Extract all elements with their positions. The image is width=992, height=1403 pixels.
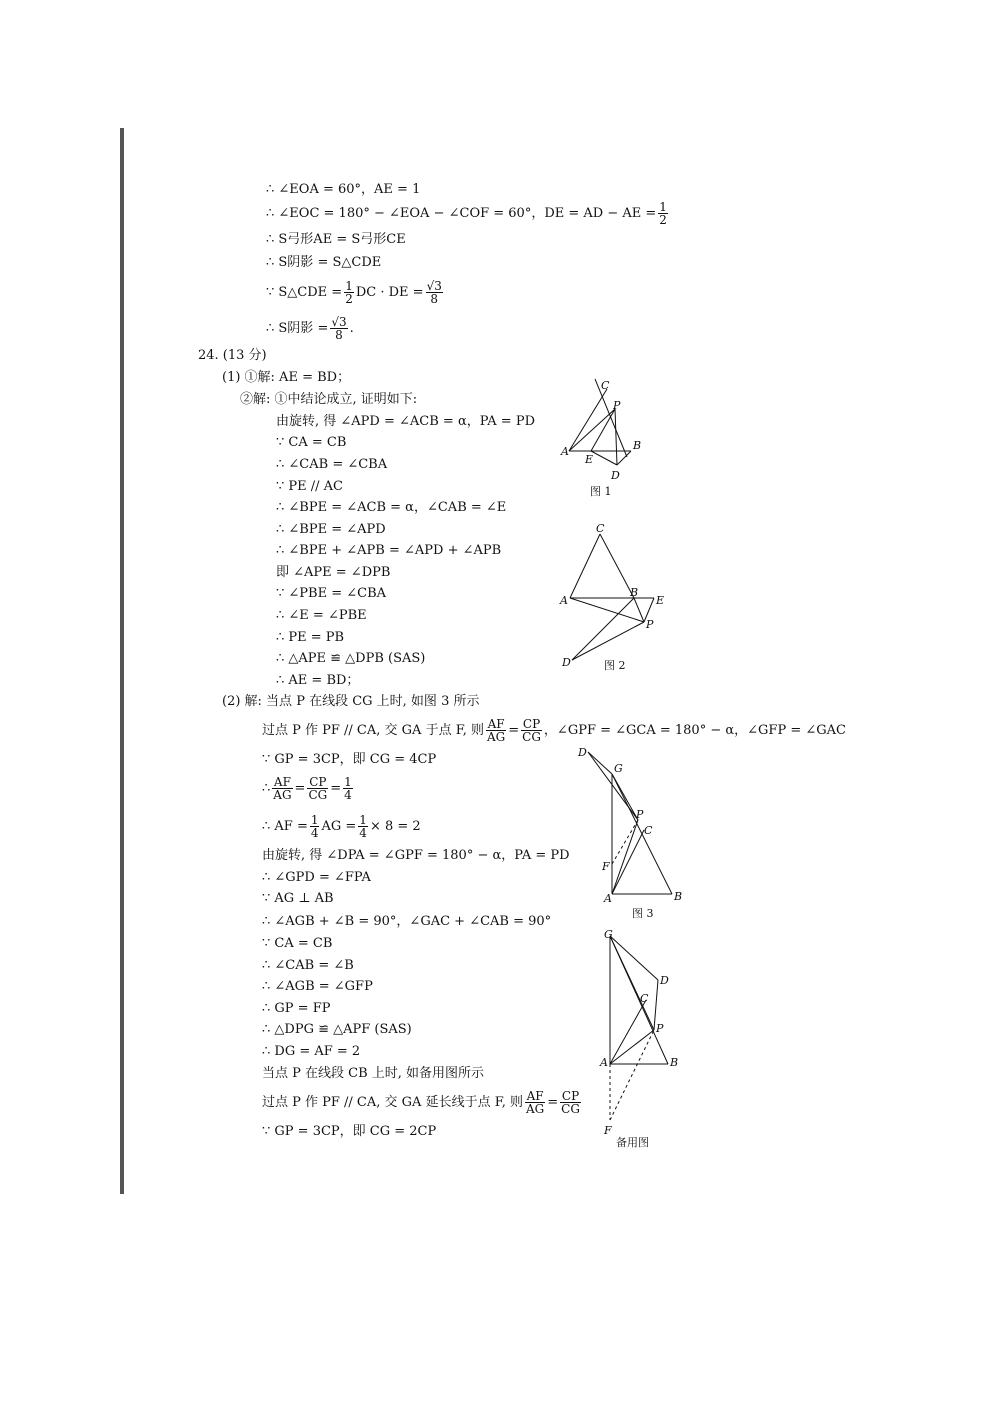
proof-line: ∴ PE = PB bbox=[276, 630, 345, 645]
fig3-label-p: P bbox=[636, 808, 644, 821]
figure-1 bbox=[555, 375, 665, 489]
fig1-label-p: P bbox=[613, 399, 621, 412]
proof-line: ∴ ∠CAB = ∠CBA bbox=[276, 457, 388, 472]
part2-line: ∵ AG ⊥ AB bbox=[262, 891, 334, 906]
proof-line: ∵ ∠PBE = ∠CBA bbox=[276, 586, 387, 601]
fig4-label-d: D bbox=[660, 974, 669, 987]
figure-3 bbox=[572, 742, 692, 910]
fig2-label-b: B bbox=[630, 586, 639, 599]
fig4-label-f: F bbox=[604, 1124, 612, 1137]
figure-2-caption: 图 2 bbox=[604, 659, 626, 672]
fig4-label-a: A bbox=[600, 1056, 608, 1069]
part2-line: ∴ ∠AGB = ∠GFP bbox=[262, 979, 373, 994]
figure-3-caption: 图 3 bbox=[632, 907, 654, 920]
figure-1-caption: 图 1 bbox=[590, 485, 612, 498]
part2-construction-2: 过点 P 作 PF // CA, 交 GA 延长线于点 F, 则 $\frac{AF}{AG}$ = $\frac{CP}{CG}$ bbox=[262, 1089, 580, 1116]
fig4-label-p: P bbox=[656, 1022, 664, 1035]
part2-line: ∴ ∠CAB = ∠B bbox=[262, 958, 354, 973]
fig2-label-p: P bbox=[646, 618, 654, 631]
fig1-label-e: E bbox=[585, 453, 594, 466]
proof-line: ∴ ∠BPE = ∠ACB = α，∠CAB = ∠E bbox=[276, 500, 507, 515]
line-eoc: ∴ ∠EOC = 180° − ∠EOA − ∠COF = 60°，DE = AD − AE = $\frac{1}{2}$ bbox=[266, 200, 667, 227]
fig1-label-a: A bbox=[561, 445, 569, 458]
proof-line: ∴ AE = BD； bbox=[276, 673, 360, 688]
proof-line: ∵ PE // AC bbox=[276, 479, 343, 494]
proof-line: ∴ ∠E = ∠PBE bbox=[276, 608, 367, 623]
proof-line: ∴ △APE ≌ △DPB (SAS) bbox=[276, 651, 426, 666]
fig3-label-c: C bbox=[644, 824, 653, 837]
fig2-label-d: D bbox=[562, 656, 571, 669]
fig1-label-c: C bbox=[601, 379, 610, 392]
fig3-label-g: G bbox=[614, 762, 623, 775]
part2-heading: (2) 解: 当点 P 在线段 CG 上时, 如图 3 所示 bbox=[222, 694, 480, 709]
part2-line: ∴ ∠AGB + ∠B = 90°，∠GAC + ∠CAB = 90° bbox=[262, 914, 552, 929]
fig4-label-c: C bbox=[640, 992, 649, 1005]
figure-2 bbox=[558, 522, 668, 676]
proof-line: ∴ ∠BPE = ∠APD bbox=[276, 522, 386, 537]
proof-line: 由旋转, 得 ∠APD = ∠ACB = α，PA = PD bbox=[276, 414, 535, 429]
part2-ratio: ∴ $\frac{AF}{AG}$ = $\frac{CP}{CG}$ = $\frac{1}{4}$ bbox=[262, 775, 352, 802]
question-24-heading: 24. (13 分) bbox=[198, 348, 267, 363]
part1-answer: (1) ①解: AE = BD； bbox=[222, 370, 351, 385]
fig1-label-b: B bbox=[633, 439, 642, 452]
fig2-label-c: C bbox=[596, 522, 605, 535]
part2-line: ∴ GP = FP bbox=[262, 1001, 331, 1016]
proof-line: 即 ∠APE = ∠DPB bbox=[276, 565, 391, 580]
fig1-label-d: D bbox=[611, 469, 620, 482]
fig2-label-a: A bbox=[560, 594, 568, 607]
fig4-label-b: B bbox=[670, 1056, 679, 1069]
proof-line: ∴ ∠BPE + ∠APB = ∠APD + ∠APB bbox=[276, 543, 502, 558]
part2-af-value: ∴ AF = $\frac{1}{4}$ AG = $\frac{1}{4}$ × 8 = 2 bbox=[262, 813, 421, 840]
part2-construction: 过点 P 作 PF // CA, 交 GA 于点 F, 则 $\frac{AF}{AG}$ = $\frac{CP}{CG}$ ，∠GPF = ∠GCA = 180° − α，∠GFP = ∠GAC bbox=[262, 717, 846, 744]
part1-proof-intro: ②解: ①中结论成立, 证明如下: bbox=[240, 392, 418, 407]
proof-line: ∵ CA = CB bbox=[276, 435, 347, 450]
part2-line: ∵ CA = CB bbox=[262, 936, 333, 951]
line-eoa: ∴ ∠EOA = 60°，AE = 1 bbox=[266, 182, 421, 197]
part2-line: ∵ GP = 3CP，即 CG = 4CP bbox=[262, 752, 437, 767]
part2-line: ∵ GP = 3CP，即 CG = 2CP bbox=[262, 1124, 437, 1139]
part2-line: ∴ DG = AF = 2 bbox=[262, 1044, 361, 1059]
fig3-label-d: D bbox=[578, 746, 587, 759]
fig4-label-g: G bbox=[604, 928, 613, 941]
line-area-cde: ∵ S△CDE = $\frac{1}{2}$ DC · DE = $\frac{√3}{8}$ bbox=[266, 279, 442, 306]
fig2-label-e: E bbox=[656, 594, 665, 607]
fig3-label-f: F bbox=[602, 860, 610, 873]
part2-line: ∴ ∠GPD = ∠FPA bbox=[262, 870, 371, 885]
fig3-label-a: A bbox=[604, 892, 612, 905]
part2-line: 由旋转, 得 ∠DPA = ∠GPF = 180° − α，PA = PD bbox=[262, 848, 570, 863]
line-segment-area: ∴ S弓形AE = S弓形CE bbox=[266, 232, 406, 247]
line-shaded-eq: ∴ S阴影 = S△CDE bbox=[266, 255, 382, 270]
figure-backup-caption: 备用图 bbox=[616, 1136, 649, 1149]
part2-line: 当点 P 在线段 CB 上时, 如备用图所示 bbox=[262, 1066, 485, 1081]
line-shaded-result: ∴ S阴影 = $\frac{√3}{8}$ . bbox=[266, 315, 354, 342]
fig3-label-b: B bbox=[674, 890, 683, 903]
figure-backup bbox=[592, 924, 692, 1143]
page-left-border bbox=[120, 128, 124, 1194]
part2-line: ∴ △DPG ≌ △APF (SAS) bbox=[262, 1022, 412, 1037]
